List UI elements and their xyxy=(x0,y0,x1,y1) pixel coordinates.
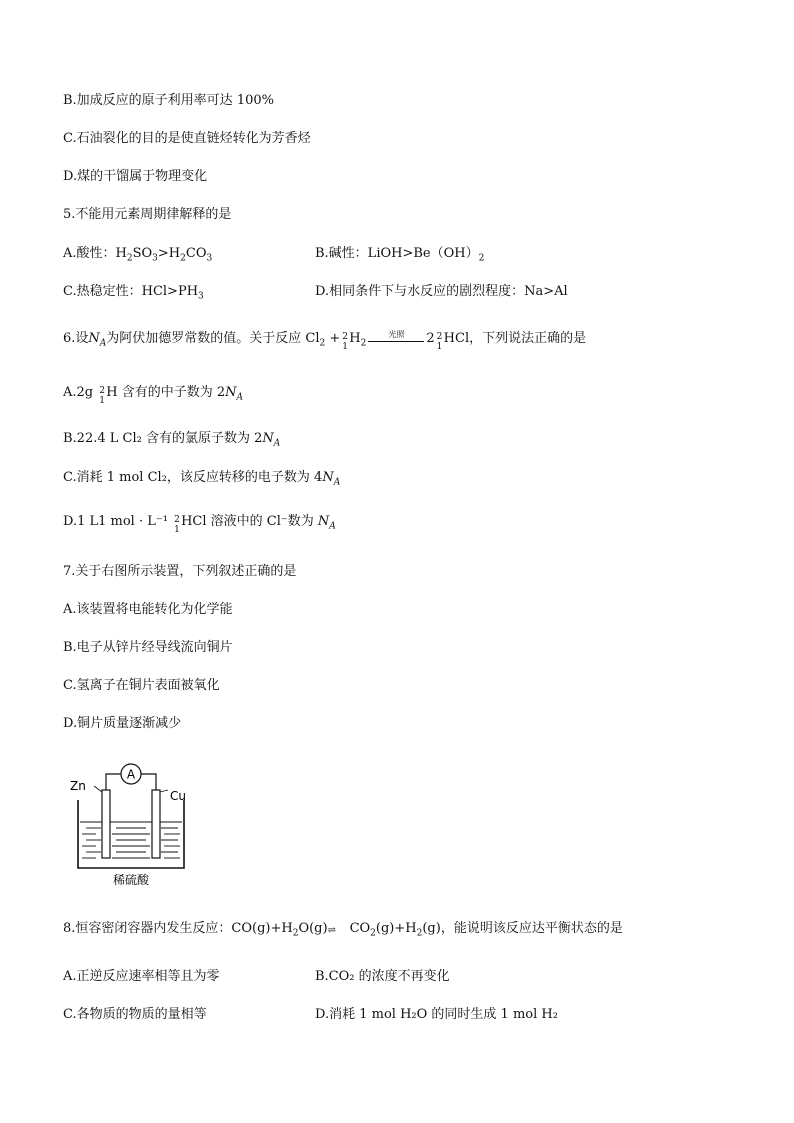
q7-option-a: A.该装置将电能转化为化学能 xyxy=(63,602,233,617)
q8-option-d: D.消耗 1 mol H₂O 的同时生成 1 mol H₂ xyxy=(315,1007,558,1022)
solution-label: 稀硫酸 xyxy=(112,873,150,887)
equilibrium-arrow: ⇌ xyxy=(327,924,336,936)
q6-stem: 6.设$N_A$为阿伏加德罗常数的值。关于反应 $Cl_2$ + 2 1 $H_2$ 光照 2 2 1 HCl，下列说法正确的是 xyxy=(63,329,587,352)
q8-stem: 8.恒容密闭容器内发生反应：$CO(g)+H_2O(g)\rightleftharpoons$ $CO_2(g)+H_2(g)$，能说明该反应达平衡状态的是 xyxy=(63,921,623,939)
q7-option-d: D.铜片质量逐渐减少 xyxy=(63,716,182,731)
q4-option-c: C.石油裂化的目的是使直链烃转化为芳香烃 xyxy=(63,131,311,146)
reaction-arrow: 光照 xyxy=(368,332,424,346)
q6-option-b: B.22.4 L Cl₂ 含有的氯原子数为 $2N_A$ xyxy=(63,431,281,449)
q8-option-a: A.正逆反应速率相等且为零 xyxy=(63,969,220,984)
zn-label: Zn xyxy=(70,779,86,793)
zinc-electrode xyxy=(102,790,110,858)
q7-option-c: C.氢离子在铜片表面被氧化 xyxy=(63,678,220,693)
q5-option-d: D.相同条件下与水反应的剧烈程度：Na>Al xyxy=(315,284,568,299)
q4-option-b: B.加成反应的原子利用率可达 100% xyxy=(63,93,274,108)
q8-option-c: C.各物质的物质的量相等 xyxy=(63,1007,207,1022)
q5-option-b: B.碱性：$LiOH>Be(OH)_2$ xyxy=(315,246,485,264)
q5-stem: 5.不能用元素周期律解释的是 xyxy=(63,207,232,222)
q8-option-b: B.CO₂ 的浓度不再变化 xyxy=(315,969,450,984)
copper-electrode xyxy=(152,790,160,858)
q7-stem: 7.关于右图所示装置，下列叙述正确的是 xyxy=(63,564,297,579)
q5-option-a: A.酸性：$H_2SO_3>H_2CO_3$ xyxy=(63,246,213,264)
svg-text:A: A xyxy=(126,767,136,782)
cu-label: Cu xyxy=(170,789,186,803)
q6-option-a: A.2g 2 1 H 含有的中子数为 $2N_A$ xyxy=(63,385,244,406)
q6-option-c: C.消耗 1 mol Cl₂，该反应转移的电子数为 $4N_A$ xyxy=(63,470,341,488)
galvanic-cell-diagram xyxy=(66,760,196,890)
q7-option-b: B.电子从锌片经导线流向铜片 xyxy=(63,640,233,655)
q6-option-d: D.1 L1 mol · L⁻¹ 2 1 HCl 溶液中的 Cl⁻数为 $N_A$ xyxy=(63,514,336,535)
q5-option-c: C.热稳定性：$HCl>PH_3$ xyxy=(63,284,204,302)
q4-option-d: D.煤的干馏属于物理变化 xyxy=(63,169,208,184)
